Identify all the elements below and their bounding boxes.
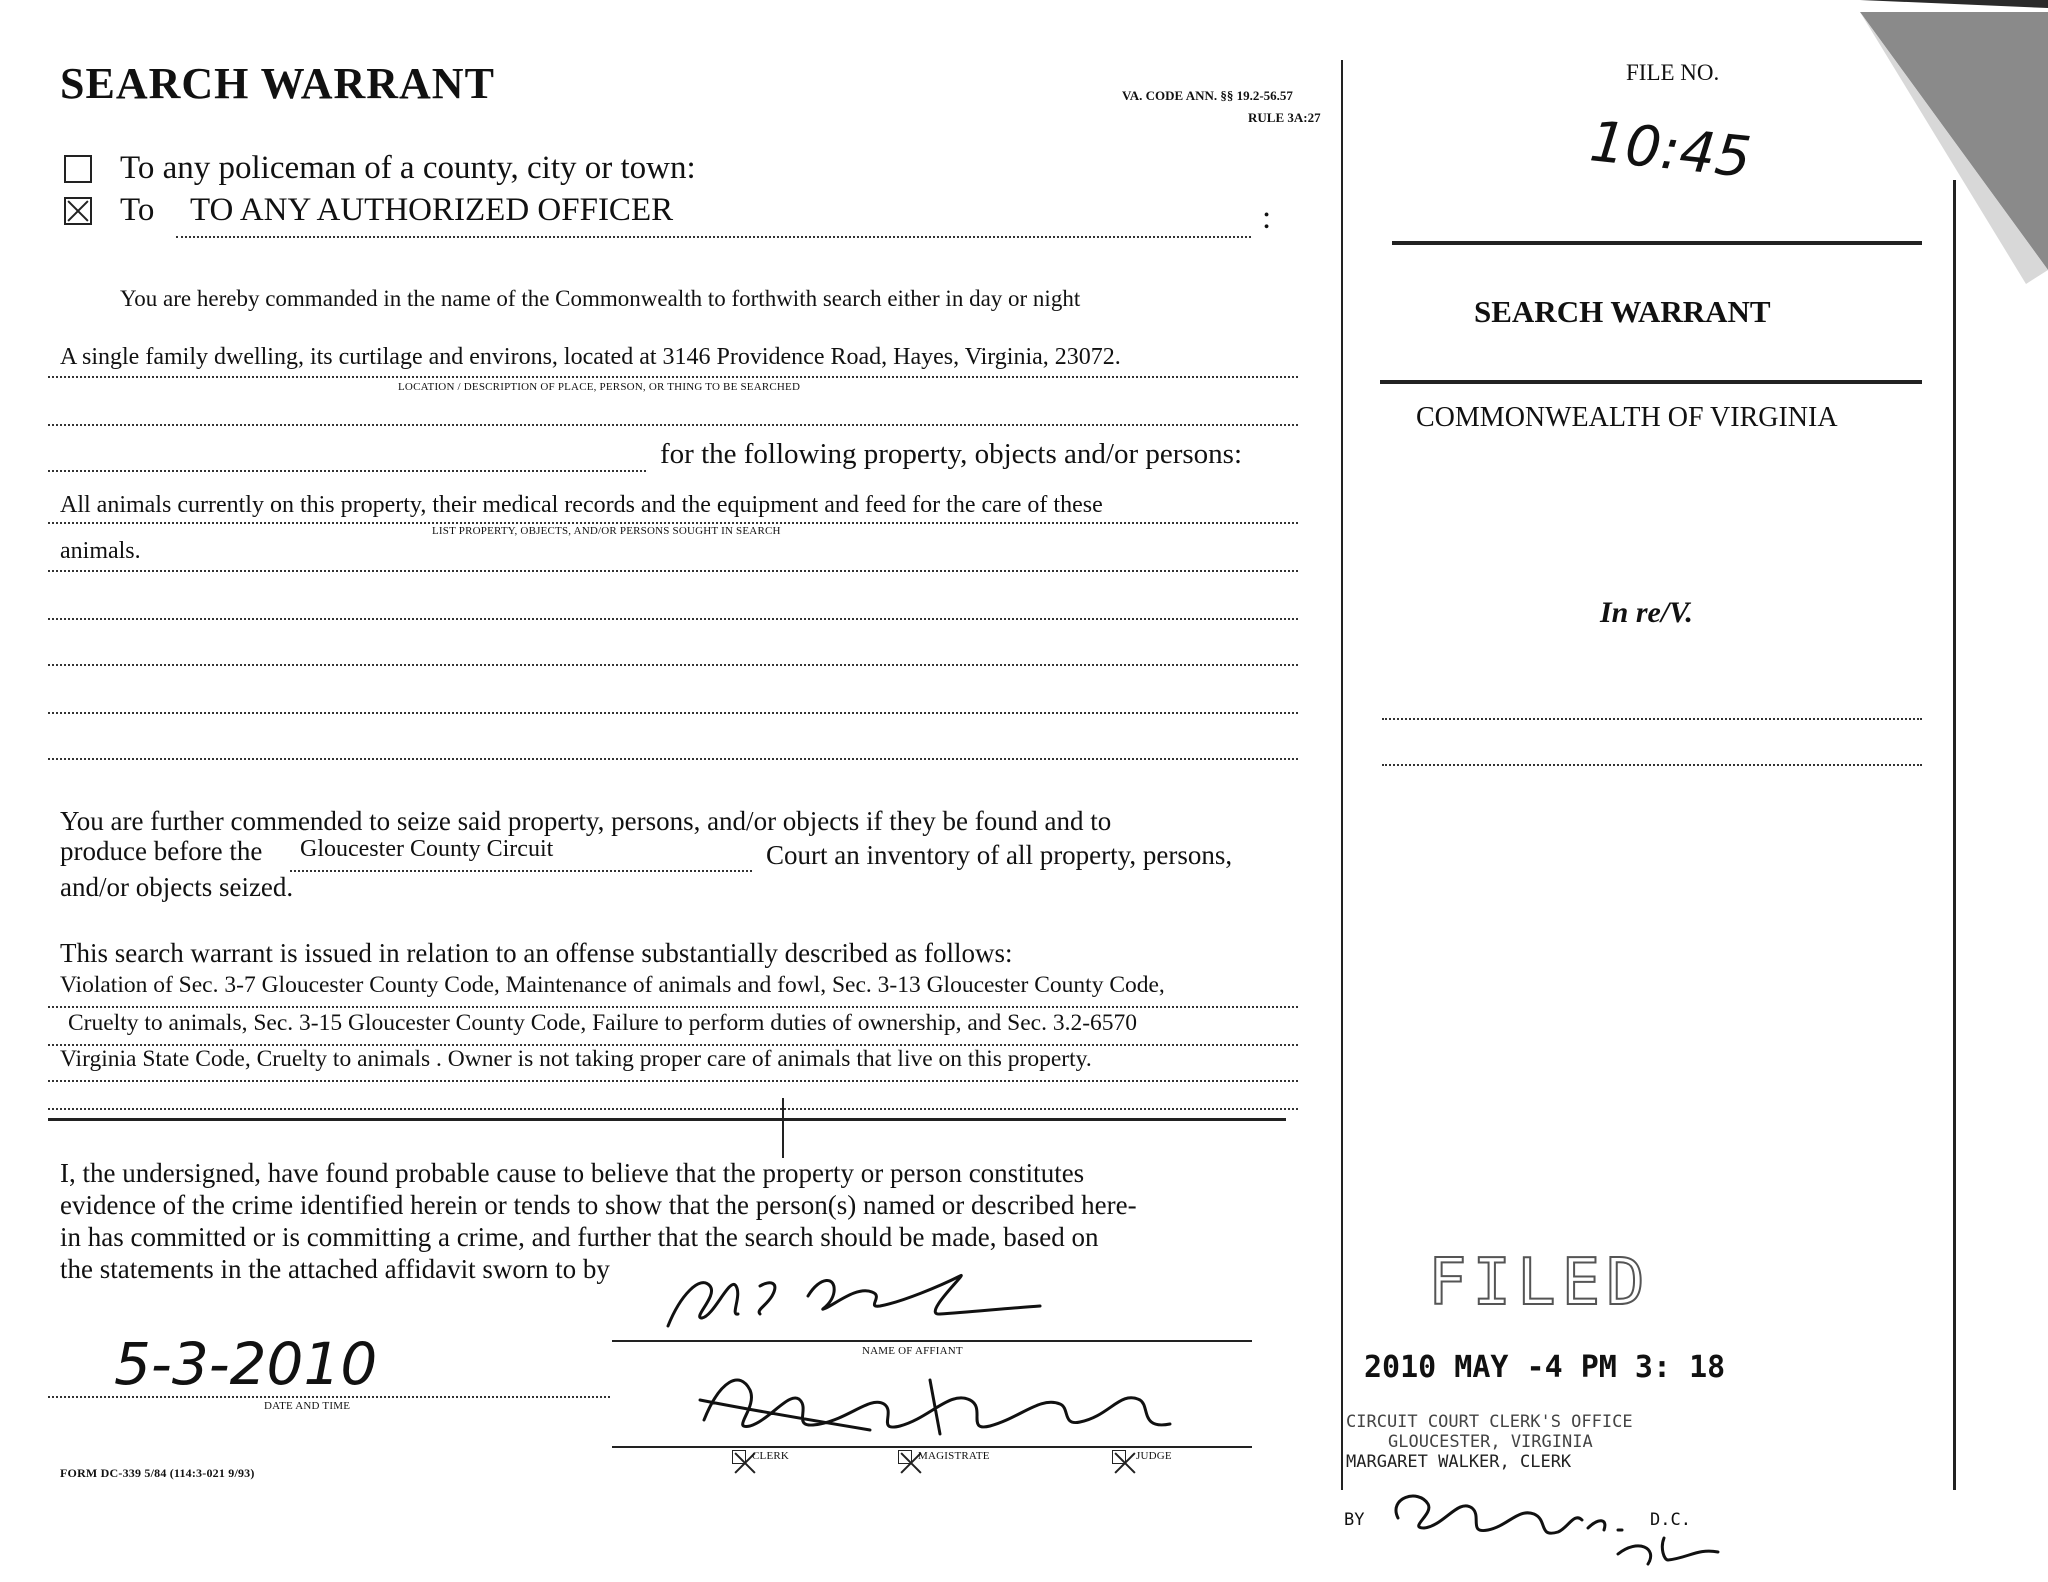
probable-line-3: in has committed or is committing a crime, and further that the search should be made, based on xyxy=(60,1222,1099,1252)
offense-line-1: Violation of Sec. 3-7 Gloucester County Code, Maintenance of animals and fowl, Sec. 3-13 Gloucester County Code, xyxy=(60,972,1165,998)
magistrate-caption: MAGISTRATE xyxy=(918,1450,990,1462)
property-value-line-2: animals. xyxy=(60,538,141,564)
checkbox-any-policeman[interactable] xyxy=(64,155,92,183)
name-of-affiant-caption: NAME OF AFFIANT xyxy=(862,1345,963,1357)
code-reference: VA. CODE ANN. §§ 19.2-56.57 xyxy=(1122,88,1293,103)
property-caption: LIST PROPERTY, OBJECTS, AND/OR PERSONS SOUGHT IN SEARCH xyxy=(432,525,781,537)
option-authorized-officer: TO ANY AUTHORIZED OFFICER xyxy=(190,192,674,228)
stamp-date: 2010 MAY -4 PM 3: 18 xyxy=(1364,1350,1726,1385)
offense-line-2: Cruelty to animals, Sec. 3-15 Gloucester County Code, Failure to perform duties of ownership, and Sec. 3.2-6570 xyxy=(68,1010,1138,1036)
cover-in-re: In re/V. xyxy=(1600,596,1693,629)
offense-intro: This search warrant is issued in relation to an offense substantially described as follows: xyxy=(60,938,1013,968)
stamp-office-line-1: CIRCUIT COURT CLERK'S OFFICE xyxy=(1346,1412,1633,1432)
issuer-signature xyxy=(670,1360,1190,1450)
cover-commonwealth: COMMONWEALTH OF VIRGINIA xyxy=(1416,402,1838,433)
form-number: FORM DC-339 5/84 (114:3-021 9/93) xyxy=(60,1466,255,1480)
stamp-office-line-3: MARGARET WALKER, CLERK xyxy=(1346,1452,1572,1472)
date-handwritten xyxy=(110,1322,420,1402)
command-statement: You are hereby commanded in the name of the Commonwealth to forthwith search either in day or night xyxy=(120,286,1081,311)
seize-line-2b: Court an inventory of all property, persons, xyxy=(766,840,1233,870)
checkbox-authorized-officer[interactable] xyxy=(64,197,92,225)
option-to-prefix: To xyxy=(120,192,155,228)
judge-caption: JUDGE xyxy=(1136,1450,1172,1462)
property-intro: for the following property, objects and/or persons: xyxy=(660,438,1243,470)
location-caption: LOCATION / DESCRIPTION OF PLACE, PERSON, OR THING TO BE SEARCHED xyxy=(398,381,801,393)
affiant-signature xyxy=(640,1256,1060,1336)
offense-line-3: Virginia State Code, Cruelty to animals . Owner is not taking proper care of animals that live on this property. xyxy=(60,1046,1092,1072)
checkbox-judge[interactable] xyxy=(1112,1450,1126,1464)
option-any-policeman: To any policeman of a county, city or town: xyxy=(120,150,696,186)
fold-divider xyxy=(1341,60,1343,1490)
option-colon: : xyxy=(1262,200,1272,236)
probable-line-1: I, the undersigned, have found probable cause to believe that the property or person constitutes xyxy=(60,1158,1085,1188)
property-value-line-1: All animals currently on this property, their medical records and the equipment and feed for the care of these xyxy=(60,492,1103,518)
file-no-value: 10:45 xyxy=(1586,109,1755,191)
probable-line-4: the statements in the attached affidavit sworn to by xyxy=(60,1254,610,1284)
clerk-caption: CLERK xyxy=(752,1450,790,1462)
checkbox-clerk[interactable] xyxy=(732,1450,746,1464)
location-value: A single family dwelling, its curtilage and environs, located at 3146 Providence Road, Hayes, Virginia, 23072. xyxy=(60,344,1121,370)
seize-line-2a: produce before the xyxy=(60,836,263,866)
probable-line-2: evidence of the crime identified herein or tends to show that the person(s) named or described here- xyxy=(60,1190,1137,1220)
folded-corner xyxy=(1740,0,2048,290)
checkbox-magistrate[interactable] xyxy=(898,1450,912,1464)
stamp-filed: FILED xyxy=(1428,1246,1651,1320)
form-title: SEARCH WARRANT xyxy=(60,59,495,108)
court-value: Gloucester County Circuit xyxy=(300,836,554,862)
stamp-dc: D.C. xyxy=(1650,1510,1691,1530)
rule-reference: RULE 3A:27 xyxy=(1248,110,1321,125)
date-handwritten-text: 5-3-2010 xyxy=(114,1330,378,1398)
file-no-label: FILE NO. xyxy=(1626,60,1720,85)
seize-line-1: You are further commended to seize said property, persons, and/or objects if they be found and to xyxy=(60,806,1112,836)
stamp-by: BY xyxy=(1344,1510,1365,1530)
cover-title: SEARCH WARRANT xyxy=(1474,294,1771,329)
stamp-office-line-2: GLOUCESTER, VIRGINIA xyxy=(1388,1432,1593,1452)
date-caption: DATE AND TIME xyxy=(264,1400,351,1412)
seize-line-3: and/or objects seized. xyxy=(60,872,294,902)
